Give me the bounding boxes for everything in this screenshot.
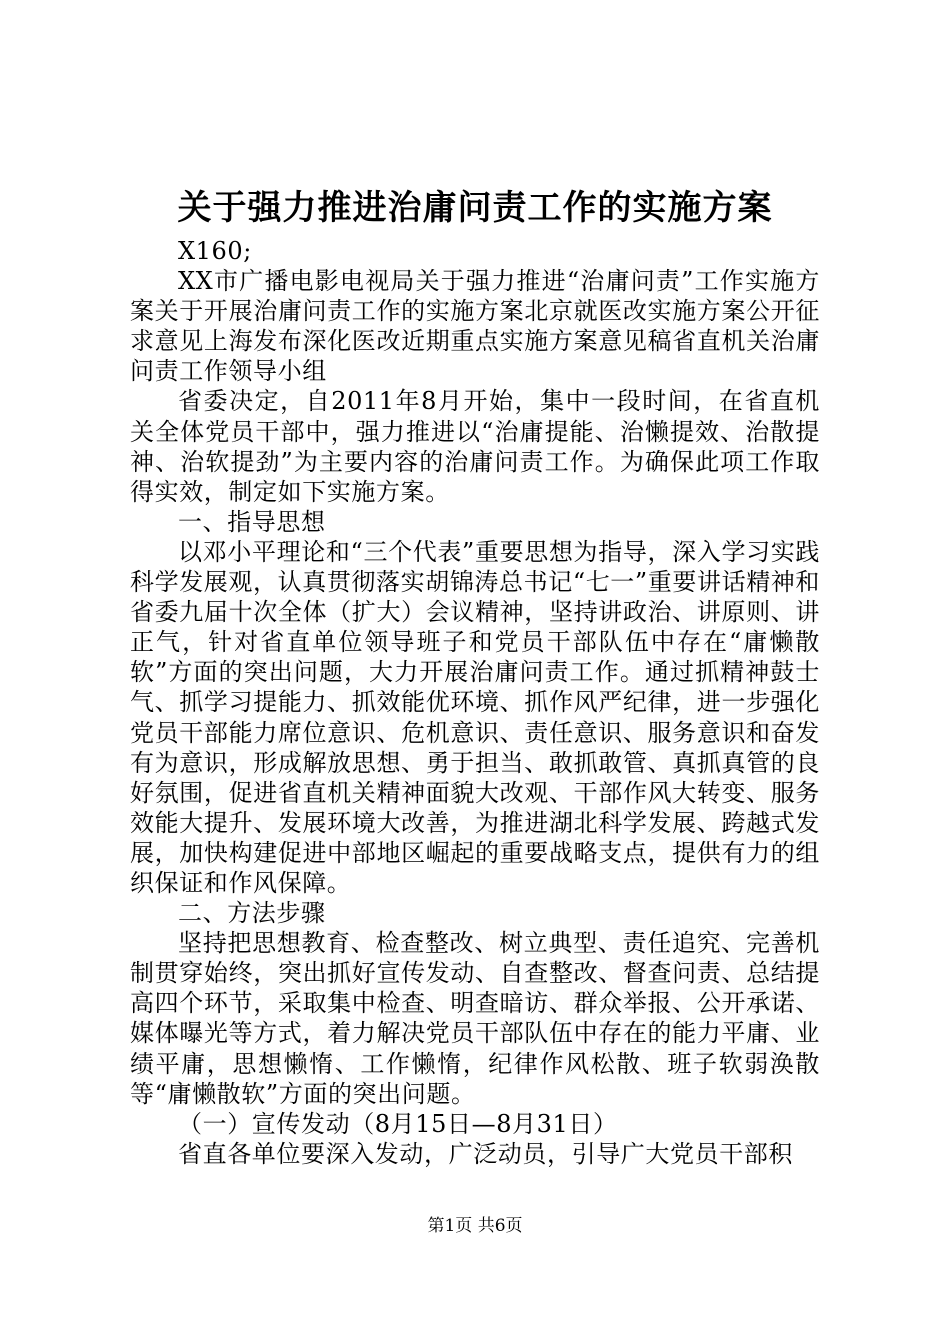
section-heading-guiding-thought: 一、指导思想 (178, 507, 326, 536)
document-title: 关于强力推进治庸问责工作的实施方案 (177, 188, 773, 228)
document-body (130, 236, 820, 1169)
paragraph-intro: 省委决定，自2011年8月开始，集中一段时间，在省直机关全体党员干部中，强力推进以“治庸提能、治懒提效、治散提神、治软提劲”为主要内容的治庸问责工作。为确保此项工作取得实效，制定如下实施方案。 (130, 387, 820, 506)
paragraph-methods: 坚持把思想教育、检查整改、树立典型、责任追究、完善机制贯穿始终，突出抓好宣传发动、自查整改、督查问责、总结提高四个环节，采取集中检查、明查暗访、群众举报、公开承诺、媒体曝光等方式，着力解决党员干部队伍中存在的能力平庸、业绩平庸，思想懒惰、工作懒惰，纪律作风松散、班子软弱涣散等“庸懒散软”方面的突出问题。 (130, 929, 820, 1108)
section-heading-methods: 二、方法步骤 (178, 899, 326, 928)
paragraph-code: X160; (178, 237, 252, 265)
paragraph-publicity: 省直各单位要深入发动，广泛动员，引导广大党员干部积 (178, 1139, 793, 1168)
paragraph-guiding-thought: 以邓小平理论和“三个代表”重要思想为指导，深入学习实践科学发展观，认真贯彻落实胡锦涛总书记“七一”重要讲话精神和省委九届十次全体（扩大）会议精神，坚持讲政治、讲原则、讲正气，针对省直单位领导班子和党员干部队伍中存在“庸懒散软”方面的突出问题，大力开展治庸问责工作。通过抓精神鼓士气、抓学习提能力、抓效能优环境、抓作风严纪律，进一步强化党员干部能力席位意识、危机意识、责任意识、服务意识和奋发有为意识，形成解放思想、勇于担当、敢抓敢管、真抓真管的良好氛围，促进省直机关精神面貌大改观、干部作风大转变、服务效能大提升、发展环境大改善，为推进湖北科学发展、跨越式发展，加快构建促进中部地区崛起的重要战略支点，提供有力的组织保证和作风保障。 (130, 537, 820, 897)
page-number-footer: 第1页 共6页 (427, 1216, 523, 1236)
paragraph-related-titles: XX市广播电影电视局关于强力推进“治庸问责”工作实施方案关于开展治庸问责工作的实施方案北京就医改实施方案公开征求意见上海发布深化医改近期重点实施方案意见稿省直机关治庸问责工作领导小组 (130, 267, 820, 386)
subsection-heading-publicity: （一）宣传发动（8月15日—8月31日） (178, 1109, 618, 1138)
